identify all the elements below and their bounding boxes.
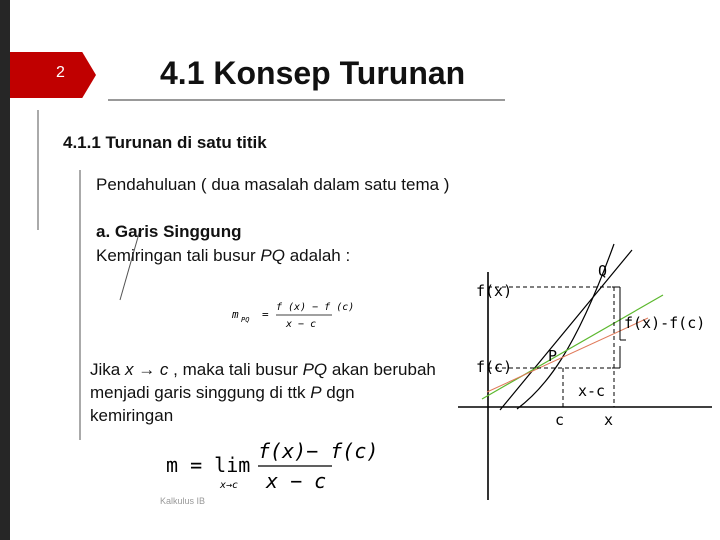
label-c: c <box>555 411 565 429</box>
formula-numerator: f (x) − f (c) <box>276 302 355 313</box>
section-heading: 4.1.1 Turunan di satu titik <box>63 133 267 152</box>
limit-text-pq: PQ <box>302 360 328 379</box>
limit-numerator: f(x)− f(c) <box>258 439 379 463</box>
limit-text-x: x <box>124 360 134 379</box>
limit-text-c: c <box>159 360 169 379</box>
formula-denominator: x − c <box>286 319 317 330</box>
label-x: x <box>604 411 614 429</box>
label-fx: f(x) <box>476 282 513 300</box>
limit-text-p: P <box>310 383 322 402</box>
formula-m: m <box>232 308 239 321</box>
slide-number: 2 <box>56 64 65 81</box>
label-fc: f(c) <box>476 358 513 376</box>
formula-eq: = <box>262 308 269 321</box>
limit-text-mid: , maka tali busur <box>168 360 303 379</box>
limit-text-post: akan berubah menjadi garis singgung di ttk <box>90 360 436 402</box>
label-q: Q <box>598 262 608 280</box>
limit-text-jika: Jika <box>90 360 125 379</box>
intro-text: Pendahuluan ( dua masalah dalam satu tema ) <box>96 175 450 194</box>
label-p: P <box>548 347 558 365</box>
limit-sub: x→c <box>220 480 239 491</box>
limit-denominator: x − c <box>266 469 327 493</box>
secant-text-post: adalah : <box>284 246 351 265</box>
label-fx-minus-fc: f(x)-f(c) <box>624 314 706 332</box>
footer-text: Kalkulus IB <box>160 496 206 506</box>
secant-text-pre: Kemiringan tali busur <box>96 246 261 265</box>
limit-text-arrow: → <box>133 360 160 379</box>
slide-title: 4.1 Konsep Turunan <box>160 55 466 91</box>
limit-text-end: dgn kemiringan <box>90 383 355 425</box>
secant-text-pq: PQ <box>260 246 285 265</box>
secant-line <box>500 250 632 410</box>
formula-m-sub: PQ <box>241 316 250 324</box>
limit-lhs: m = lim <box>166 453 251 477</box>
label-x-minus-c: x-c <box>578 382 606 400</box>
subheading: a. Garis Singgung <box>96 222 242 241</box>
tangent-line <box>482 295 663 399</box>
